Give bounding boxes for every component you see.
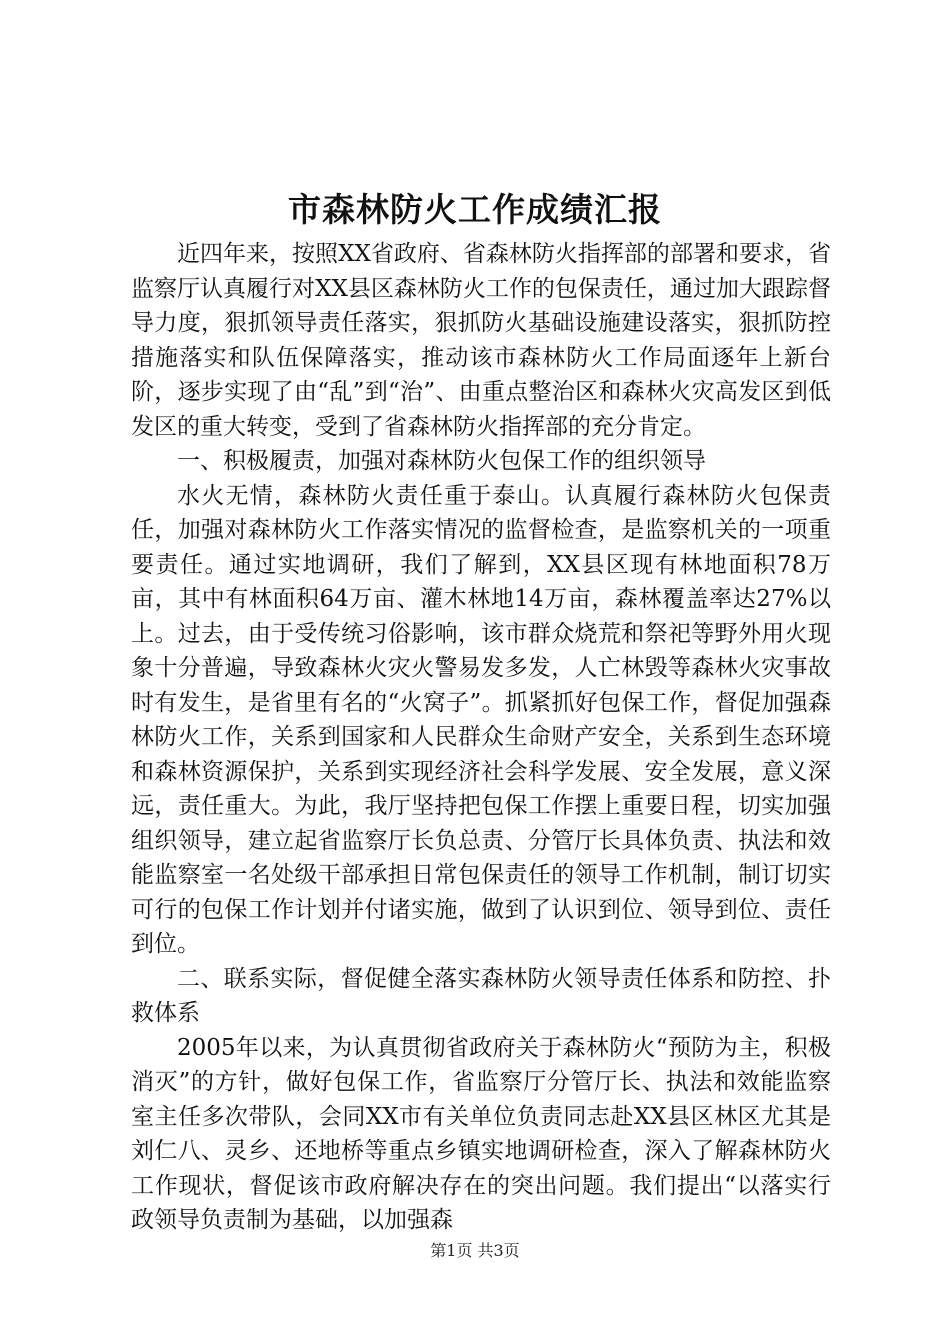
intro-paragraph: 近四年来，按照XX省政府、省森林防火指挥部的部署和要求，省监察厅认真履行对XX县区森林防火工作的包保责任，通过加大跟踪督导力度，狠抓领导责任落实，狠抓防火基础设施建设落实，狠抓防控措施落实和队伍保障落实，推动该市森林防火工作局面逐年上新台阶，逐步实现了由“乱”到“治”、由重点整治区和森林火灾高发区到低发区的重大转变，受到了省森林防火指挥部的充分肯定。 bbox=[131, 241, 831, 440]
section-heading-1: 一、积极履责，加强对森林防火包保工作的组织领导 bbox=[177, 448, 706, 474]
section-1-paragraph: 水火无情，森林防火责任重于泰山。认真履行森林防火包保责任，加强对森林防火工作落实情况的监督检查，是监察机关的一项重要责任。通过实地调研，我们了解到，XX县区现有林地面积78万亩，其中有林面积64万亩、灌木林地14万亩，森林覆盖率达27%以上。过去，由于受传统习俗影响，该市群众烧荒和祭祀等野外用火现象十分普遍，导致森林火灾火警易发多发，人亡林毁等森林火灾事故时有发生，是省里有名的“火窝子”。抓紧抓好包保工作，督促加强森林防火工作，关系到国家和人民群众生命财产安全，关系到生态环境和森林资源保护，关系到实现经济社会科学发展、安全发展，意义深远，责任重大。为此，我厅坚持把包保工作摆上重要日程，切实加强组织领导，建立起省监察厅长负总责、分管厅长具体负责、执法和效能监察室一名处级干部承担日常包保责任的领导工作机制，制订切实可行的包保工作计划并付诸实施，做到了认识到位、领导到位、责任到位。 bbox=[131, 482, 831, 957]
section-2-paragraph: 2005年以来，为认真贯彻省政府关于森林防火“预防为主，积极消灭”的方针，做好包保工作，省监察厅分管厅长、执法和效能监察室主任多次带队，会同XX市有关单位负责同志赴XX县区林区尤其是刘仁八、灵乡、还地桥等重点乡镇实地调研检查，深入了解森林防火工作现状，督促该市政府解决存在的突出问题。我们提出“以落实行政领导负责制为基础，以加强森 bbox=[131, 1034, 831, 1233]
page-footer: 第1页 共3页 bbox=[430, 1241, 520, 1260]
document-title: 市森林防火工作成绩汇报 bbox=[288, 190, 662, 229]
section-heading-2: 二、联系实际，督促健全落实森林防火领导责任体系和防控、扑救体系 bbox=[131, 965, 831, 1026]
document-body bbox=[131, 237, 831, 1238]
